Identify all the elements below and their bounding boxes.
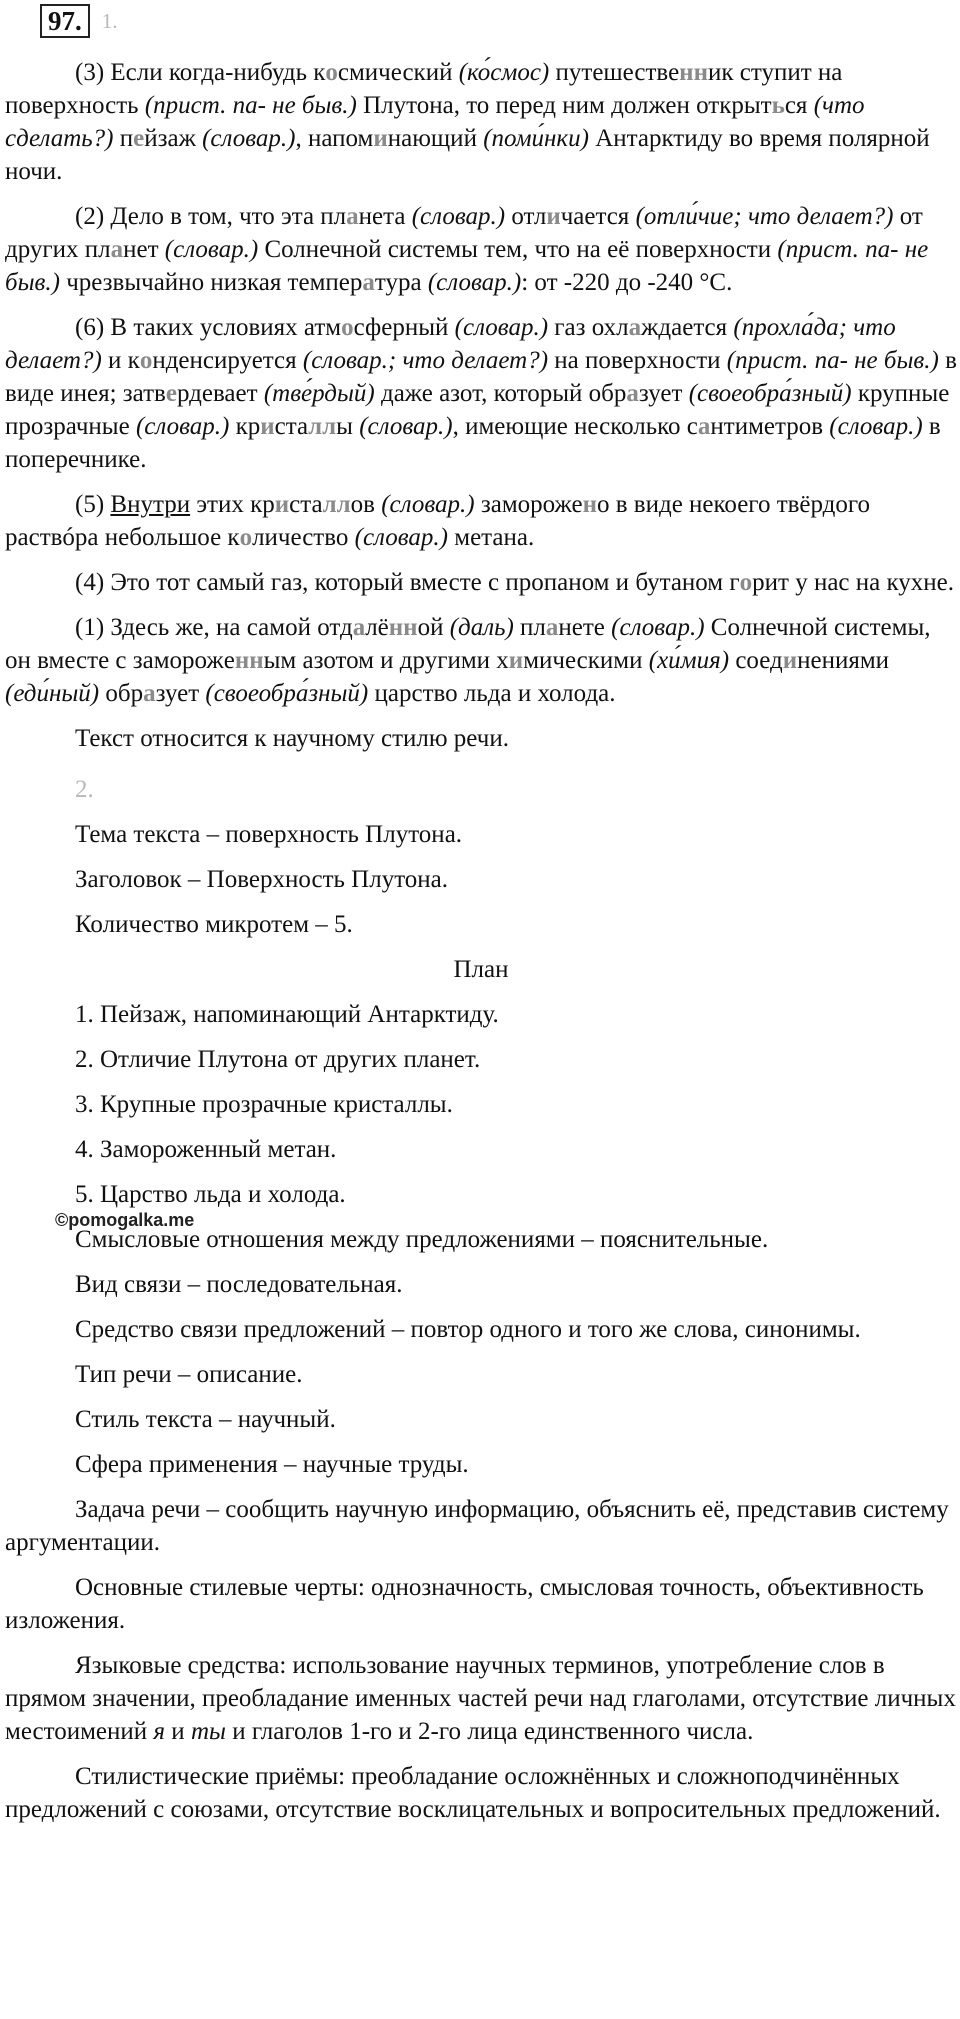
plan-item: 2. Отличие Плутона от других планет. [75,1046,481,1073]
stylistic-devices: Стилистические приёмы: преобладание осложнённых и сложноподчинённых предложений с союзами, отсутствие восклицательных и вопросительных предложений. [5,1763,941,1823]
sentence-1: (1) Здесь же, на самой отдалённой (даль) планете (словар.) Солнечной системы, он вместе с заморожeнным азотом и другими химическими (хи́мия) соединениями (еди́ный) образует (своеобра́зный) царство льда и холода. [5,614,931,707]
text-title: Заголовок – Поверхность Плутона. [75,866,449,893]
plan-item: 5. Царство льда и холода. [75,1181,346,1208]
application-sphere: Сфера применения – научные труды. [75,1451,469,1478]
link-means: Средство связи предложений – повтор одного и того же слова, синонимы. [75,1316,861,1343]
plan-heading: План [453,956,509,983]
sentence-3: (3) Если когда-нибудь космический (ко́смос) путешественник ступит на поверхность (прист. па- не быв.) Плутона, то перед ним должен открыться (что сделать?) пейзаж (словар.), напоминающий (поми́нки) Антарктиду во время полярной ночи. [5,59,930,185]
watermark: ©pomogalka.me [55,1210,195,1230]
sentence-4: (4) Это тот самый газ, который вместе с пропаном и бутаном горит у нас на кухне. [75,569,955,596]
plan-item: 1. Пейзаж, напоминающий Антарктиду. [75,1001,499,1028]
semantic-relations: Смысловые отношения между предложениями – пояснительные. [75,1226,769,1253]
style-features: Основные стилевые черты: однозначность, смысловая точность, объективность изложения. [5,1574,924,1634]
part-1-marker: 1. [101,9,118,33]
exercise-header [40,4,118,40]
sentence-6: (6) В таких условиях атмосферный (словар.) газ охлаждается (прохла́да; что делает?) и конденсируется (словар.; что делает?) на поверхности (прист. па- не быв.) в виде инея; затвердевает (тве́рдый) даже азот, который образует (своеобра́зный) крупные прозрачные (словар.) кристаллы (словар.), имеющие несколько сантиметров (словар.) в поперечнике. [5,314,957,473]
plan-item: 3. Крупные прозрачные кристаллы. [75,1091,453,1118]
link-type: Вид связи – последовательная. [75,1271,403,1298]
part-2-marker: 2. [75,776,94,803]
exercise-number: 97. [40,4,90,38]
speech-task: Задача речи – сообщить научную информацию, объяснить её, представив систему аргументации. [5,1496,949,1556]
text-style: Стиль текста – научный. [75,1406,336,1433]
plan-item: 4. Замороженный метан. [75,1136,337,1163]
speech-type: Тип речи – описание. [75,1361,303,1388]
style-statement: Текст относится к научному стилю речи. [75,725,509,752]
sentence-2: (2) Дело в том, что эта планета (словар.) отличается (отли́чие; что делает?) от других планет (словар.) Солнечной системы тем, что на её поверхности (прист. па- не быв.) чрезвычайно низкая температура (словар.): от -220 до -240 °С. [5,203,929,296]
microtopic-count: Количество микротем – 5. [75,911,353,938]
document-body [5,56,957,1838]
language-means: Языковые средства: использование научных терминов, употребление слов в прямом значении, преобладание именных частей речи над глаголами, отсутствие личных местоимений я и ты и глаголов 1-го и 2-го лица единственного числа. [5,1652,956,1745]
sentence-5: (5) Внутри этих кристаллов (словар.) заморожено в виде некоего твёрдого раствóра небольшое количество (словар.) метана. [5,491,871,551]
text-topic: Тема текста – поверхность Плутона. [75,821,463,848]
